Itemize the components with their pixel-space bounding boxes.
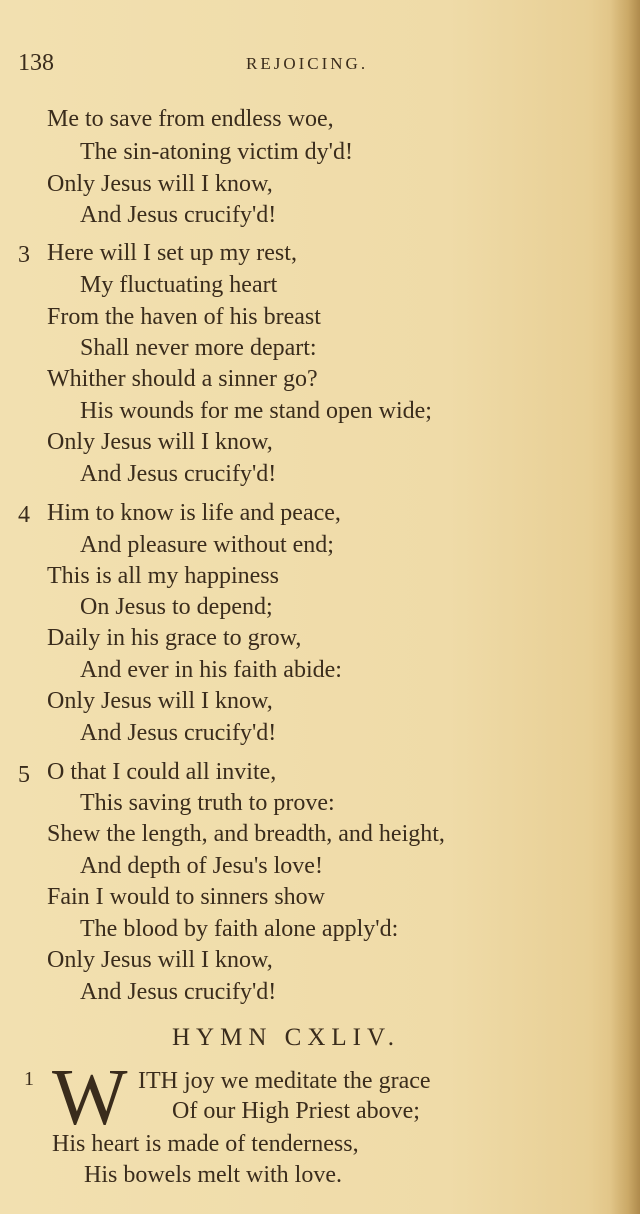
verse-line: Only Jesus will I know, bbox=[47, 429, 273, 455]
verse-line: The blood by faith alone apply'd: bbox=[80, 916, 399, 942]
verse-line: And Jesus crucify'd! bbox=[80, 202, 277, 228]
verse-line: His bowels melt with love. bbox=[84, 1162, 342, 1188]
verse-line: Shall never more depart: bbox=[80, 335, 317, 361]
verse-line: Whither should a sinner go? bbox=[47, 366, 318, 392]
verse-line: ITH joy we meditate the grace bbox=[138, 1068, 431, 1094]
stanza-number: 1 bbox=[24, 1068, 34, 1090]
verse-line: And pleasure without end; bbox=[80, 532, 334, 558]
stanza-number: 5 bbox=[18, 762, 30, 788]
verse-line: This is all my happiness bbox=[47, 563, 279, 589]
verse-line: Daily in his grace to grow, bbox=[47, 625, 302, 651]
verse-line: Him to know is life and peace, bbox=[47, 500, 341, 526]
verse-line: O that I could all invite, bbox=[47, 759, 277, 785]
verse-line: Only Jesus will I know, bbox=[47, 688, 273, 714]
verse-line: And Jesus crucify'd! bbox=[80, 979, 277, 1005]
stanza-number: 4 bbox=[18, 502, 30, 528]
verse-line: Only Jesus will I know, bbox=[47, 171, 273, 197]
section-title: REJOICING. bbox=[246, 54, 369, 73]
page-number: 138 bbox=[18, 50, 54, 76]
verse-line: The sin-atoning victim dy'd! bbox=[80, 139, 353, 165]
verse-line: Here will I set up my rest, bbox=[47, 240, 297, 266]
verse-line: This saving truth to prove: bbox=[80, 790, 335, 816]
verse-line: My fluctuating heart bbox=[80, 272, 278, 298]
verse-line: Shew the length, and breadth, and height, bbox=[47, 821, 445, 847]
verse-line: Of our High Priest above; bbox=[172, 1098, 420, 1124]
drop-cap-letter: W bbox=[52, 1054, 128, 1142]
verse-line: And ever in his faith abide: bbox=[80, 657, 342, 683]
verse-line: Me to save from endless woe, bbox=[47, 106, 334, 132]
verse-line: And Jesus crucify'd! bbox=[80, 720, 277, 746]
verse-line: His heart is made of tenderness, bbox=[52, 1131, 359, 1157]
verse-line: From the haven of his breast bbox=[47, 304, 321, 330]
running-head bbox=[10, 50, 630, 80]
verse-line: And depth of Jesu's love! bbox=[80, 853, 323, 879]
verse-line: Only Jesus will I know, bbox=[47, 947, 273, 973]
verse-line: Fain I would to sinners show bbox=[47, 884, 325, 910]
verse-line: On Jesus to depend; bbox=[80, 594, 273, 620]
verse-line: His wounds for me stand open wide; bbox=[80, 398, 432, 424]
stanza-number: 3 bbox=[18, 242, 30, 268]
page-edge-shadow bbox=[610, 0, 640, 1214]
verse-line: And Jesus crucify'd! bbox=[80, 461, 277, 487]
hymn-title: HYMN CXLIV. bbox=[172, 1024, 401, 1051]
